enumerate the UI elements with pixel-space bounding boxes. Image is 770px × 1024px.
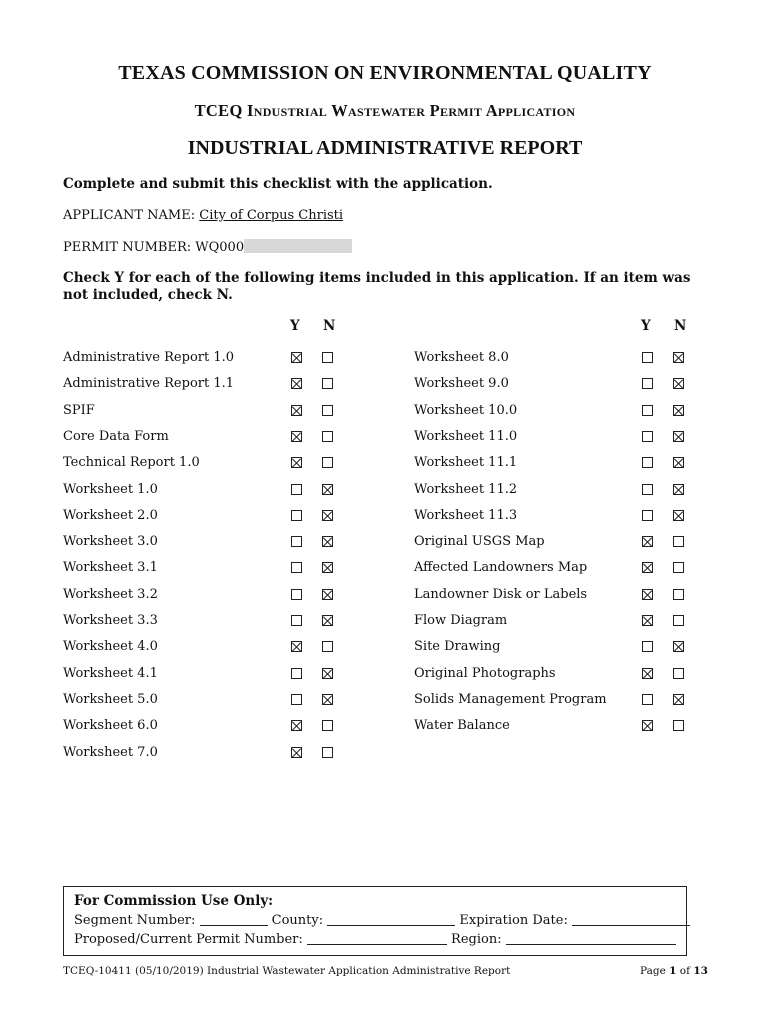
yes-checkbox[interactable] — [291, 352, 302, 363]
permit-number-field — [63, 239, 352, 255]
yes-checkbox[interactable] — [291, 378, 302, 389]
checklist-row — [63, 718, 334, 738]
checklist-item-label: Worksheet 1.0 — [63, 481, 158, 497]
checklist-row — [63, 692, 334, 712]
county-label: County: — [271, 913, 328, 928]
checklist-item-label: Original Photographs — [414, 665, 556, 681]
agency-title: TEXAS COMMISSION ON ENVIRONMENTAL QUALITY — [118, 62, 652, 84]
checklist-item-label: Administrative Report 1.0 — [63, 350, 235, 365]
yes-checkbox[interactable] — [642, 484, 653, 495]
yes-checkbox[interactable] — [642, 694, 653, 705]
checklist-row — [414, 639, 685, 659]
checklist-row — [414, 692, 685, 712]
checklist-row — [63, 587, 334, 607]
yes-checkbox[interactable] — [642, 405, 653, 416]
no-checkbox[interactable] — [673, 694, 684, 705]
yes-checkbox[interactable] — [291, 694, 302, 705]
check-instruction: Check Y for each of the following items included in this application. If an item was not included, check N. — [63, 270, 691, 303]
page-of: of — [676, 965, 694, 977]
checklist-row — [63, 429, 334, 449]
checklist-row — [414, 613, 685, 633]
no-checkbox[interactable] — [322, 510, 333, 521]
checklist-row — [63, 376, 334, 396]
yes-checkbox[interactable] — [291, 747, 302, 758]
checklist-item-label: Affected Landowners Map — [414, 560, 588, 576]
applicant-name-label: APPLICANT NAME: — [63, 208, 200, 223]
no-checkbox[interactable] — [322, 484, 333, 495]
checklist-item-label: Worksheet 4.0 — [63, 639, 158, 655]
redacted-permit-digits — [244, 239, 352, 253]
checklist-item-label: Worksheet 7.0 — [63, 744, 158, 760]
checklist-item-label: Worksheet 3.0 — [63, 534, 158, 550]
yes-checkbox[interactable] — [291, 562, 302, 573]
no-checkbox[interactable] — [322, 668, 333, 679]
checklist-row — [63, 455, 334, 475]
checklist-row — [63, 403, 334, 423]
checklist-row — [414, 587, 685, 607]
checklist-row — [63, 613, 334, 633]
checklist-row — [414, 666, 685, 686]
no-checkbox[interactable] — [322, 457, 333, 468]
no-checkbox[interactable] — [673, 352, 684, 363]
checklist-item-label: Worksheet 3.1 — [63, 560, 158, 576]
checklist-row — [414, 455, 685, 475]
yes-checkbox[interactable] — [291, 615, 302, 626]
page-prefix: Page — [640, 965, 670, 977]
checklist-row — [414, 508, 685, 528]
yes-checkbox[interactable] — [291, 510, 302, 521]
checklist-row — [414, 376, 685, 396]
no-checkbox[interactable] — [673, 536, 684, 547]
checklist-row — [63, 350, 334, 370]
yes-checkbox[interactable] — [642, 457, 653, 468]
yes-checkbox[interactable] — [291, 720, 302, 731]
no-checkbox[interactable] — [322, 720, 333, 731]
checklist-item-label: Worksheet 10.0 — [414, 402, 518, 418]
no-checkbox[interactable] — [673, 615, 684, 626]
yes-checkbox[interactable] — [291, 484, 302, 495]
no-checkbox[interactable] — [322, 431, 333, 442]
commission-use-line-1 — [74, 913, 690, 928]
commission-use-box — [63, 886, 687, 956]
permit-number-label: PERMIT NUMBER: — [63, 240, 196, 255]
yes-checkbox[interactable] — [642, 720, 653, 731]
checklist-item-label: Flow Diagram — [414, 613, 508, 628]
no-checkbox[interactable] — [322, 747, 333, 758]
no-checkbox[interactable] — [673, 562, 684, 573]
checklist-item-label: Worksheet 3.2 — [63, 586, 158, 602]
form-footer: TCEQ-10411 (05/10/2019) Industrial Wastewater Application Administrative Report — [63, 965, 511, 977]
report-title: INDUSTRIAL ADMINISTRATIVE REPORT — [187, 137, 583, 159]
page-number — [640, 965, 708, 977]
checklist-item-label: Administrative Report 1.1 — [63, 376, 235, 392]
yes-checkbox[interactable] — [291, 405, 302, 416]
yes-checkbox[interactable] — [642, 562, 653, 573]
checklist-item-label: Worksheet 5.0 — [63, 691, 158, 707]
page-current: 1 — [669, 965, 677, 977]
commission-use-line-2 — [74, 932, 676, 947]
yes-checkbox[interactable] — [291, 457, 302, 468]
no-checkbox[interactable] — [322, 615, 333, 626]
left-y-header: Y — [290, 318, 300, 334]
yes-checkbox[interactable] — [642, 536, 653, 547]
no-checkbox[interactable] — [673, 405, 684, 416]
applicant-name-value: City of Corpus Christi — [199, 208, 344, 223]
no-checkbox[interactable] — [322, 536, 333, 547]
no-checkbox[interactable] — [322, 589, 333, 600]
yes-checkbox[interactable] — [642, 510, 653, 521]
no-checkbox[interactable] — [322, 641, 333, 652]
checklist-row — [414, 718, 685, 738]
checklist-row — [63, 534, 334, 554]
checklist-item-label: Core Data Form — [63, 428, 169, 444]
right-y-header: Y — [641, 318, 651, 334]
yes-checkbox[interactable] — [642, 589, 653, 600]
yes-checkbox[interactable] — [642, 352, 653, 363]
no-checkbox[interactable] — [322, 562, 333, 573]
checklist-item-label: Worksheet 11.2 — [414, 481, 518, 497]
no-checkbox[interactable] — [673, 510, 684, 521]
yes-checkbox[interactable] — [291, 668, 302, 679]
yes-checkbox[interactable] — [642, 668, 653, 679]
checklist-item-label: Water Balance — [414, 718, 510, 734]
yes-checkbox[interactable] — [642, 431, 653, 442]
no-checkbox[interactable] — [673, 720, 684, 731]
checklist-row — [414, 350, 685, 370]
yes-checkbox[interactable] — [642, 378, 653, 389]
checklist-item-label: Original USGS Map — [414, 534, 545, 550]
checklist-item-label: SPIF — [63, 402, 95, 418]
applicant-name-field — [63, 208, 343, 223]
yes-checkbox[interactable] — [291, 641, 302, 652]
no-checkbox[interactable] — [673, 431, 684, 442]
permit-number-value: WQ000 — [195, 240, 245, 255]
checklist-item-label: Technical Report 1.0 — [63, 455, 200, 471]
yes-checkbox[interactable] — [642, 615, 653, 626]
no-checkbox[interactable] — [673, 641, 684, 652]
checklist-row — [63, 745, 334, 765]
expiration-date-blank[interactable] — [572, 913, 690, 926]
permit-number-use-label: Proposed/Current Permit Number: — [74, 932, 307, 947]
checklist-row — [63, 666, 334, 686]
region-label: Region: — [451, 932, 506, 947]
permit-number-use-blank[interactable] — [307, 932, 447, 945]
region-blank[interactable] — [506, 932, 676, 945]
checklist-item-label: Worksheet 3.3 — [63, 613, 158, 628]
checklist-row — [63, 482, 334, 502]
yes-checkbox[interactable] — [291, 536, 302, 547]
yes-checkbox[interactable] — [291, 431, 302, 442]
yes-checkbox[interactable] — [291, 589, 302, 600]
checklist-item-label: Worksheet 9.0 — [414, 376, 509, 392]
left-n-header: N — [323, 318, 336, 334]
checklist-item-label: Worksheet 4.1 — [63, 665, 158, 681]
checklist-item-label: Worksheet 11.1 — [414, 455, 518, 471]
page-total: 13 — [693, 965, 708, 977]
checklist-item-label: Worksheet 2.0 — [63, 507, 158, 523]
checklist-row — [414, 534, 685, 554]
no-checkbox[interactable] — [322, 405, 333, 416]
checklist-item-label: Worksheet 11.0 — [414, 428, 518, 444]
checklist-row — [414, 560, 685, 580]
checklist-row — [63, 560, 334, 580]
checklist-item-label: Solids Management Program — [414, 691, 607, 707]
checklist-item-label: Site Drawing — [414, 639, 501, 655]
commission-use-title: For Commission Use Only: — [74, 893, 274, 909]
no-checkbox[interactable] — [673, 668, 684, 679]
no-checkbox[interactable] — [322, 694, 333, 705]
segment-number-label: Segment Number: — [74, 913, 200, 928]
right-n-header: N — [674, 318, 687, 334]
checklist-item-label: Landowner Disk or Labels — [414, 586, 588, 602]
checklist-row — [63, 639, 334, 659]
segment-number-blank[interactable] — [200, 913, 268, 926]
no-checkbox[interactable] — [322, 378, 333, 389]
no-checkbox[interactable] — [673, 378, 684, 389]
no-checkbox[interactable] — [673, 484, 684, 495]
application-title: TCEQ Industrial Wastewater Permit Application — [194, 101, 576, 120]
no-checkbox[interactable] — [673, 589, 684, 600]
checklist-item-label: Worksheet 8.0 — [414, 350, 509, 365]
no-checkbox[interactable] — [673, 457, 684, 468]
county-blank[interactable] — [327, 913, 455, 926]
yes-checkbox[interactable] — [642, 641, 653, 652]
checklist-row — [414, 482, 685, 502]
checklist-item-label: Worksheet 11.3 — [414, 507, 518, 523]
checklist-row — [63, 508, 334, 528]
submit-instruction: Complete and submit this checklist with the application. — [63, 176, 493, 192]
checklist-row — [414, 403, 685, 423]
checklist-item-label: Worksheet 6.0 — [63, 718, 158, 734]
no-checkbox[interactable] — [322, 352, 333, 363]
checklist-row — [414, 429, 685, 449]
expiration-date-label: Expiration Date: — [459, 913, 572, 928]
